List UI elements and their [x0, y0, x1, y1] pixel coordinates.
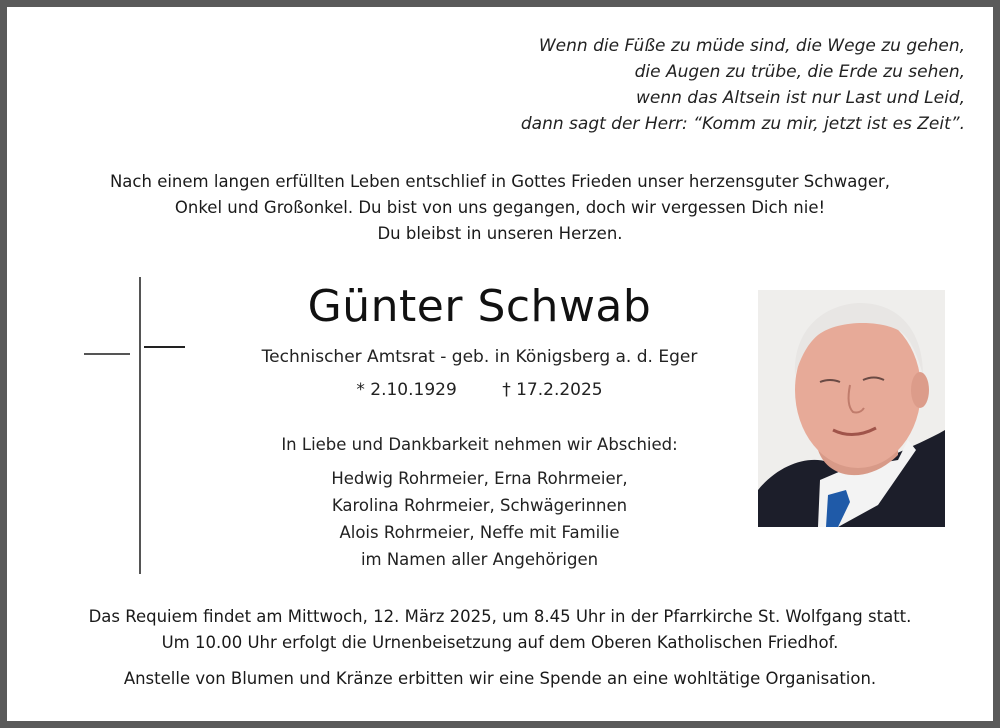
- mourner-line: Karolina Rohrmeier, Schwägerinnen: [331, 496, 628, 515]
- deceased-name: Günter Schwab: [307, 281, 652, 332]
- farewell-heading: In Liebe und Dankbarkeit nehmen wir Abschied:: [281, 435, 678, 454]
- death-date: † 17.2.2025: [502, 380, 603, 400]
- burial-text: Um 10.00 Uhr erfolgt die Urnenbeisetzung auf dem Oberen Katholischen Friedhof.: [161, 633, 839, 652]
- intro-text: [7, 169, 993, 247]
- birth-date: * 2.10.1929: [356, 380, 457, 400]
- deceased-subtitle: Technischer Amtsrat - geb. in Königsberg a. d. Eger: [261, 347, 698, 367]
- mourner-line: Hedwig Rohrmeier, Erna Rohrmeier,: [331, 469, 628, 488]
- requiem-text: Das Requiem findet am Mittwoch, 12. März 2025, um 8.45 Uhr in der Pfarrkirche St. Wolfgang statt.: [88, 607, 912, 626]
- poem-line: wenn das Altsein ist nur Last und Leid,: [635, 88, 965, 108]
- portrait-photo: [758, 290, 945, 527]
- service-info: [7, 604, 993, 692]
- intro-line: Onkel und Großonkel. Du bist von uns gegangen, doch wir vergessen Dich nie!: [174, 198, 826, 217]
- obituary-card: [7, 7, 993, 721]
- portrait-icon: [758, 290, 945, 527]
- poem-line: dann sagt der Herr: “Komm zu mir, jetzt ist es Zeit”.: [520, 114, 965, 134]
- intro-line: Nach einem langen erfüllten Leben entschlief in Gottes Frieden unser herzensguter Schwager,: [109, 172, 891, 191]
- intro-line: Du bleibst in unseren Herzen.: [377, 224, 623, 243]
- mourner-line: im Namen aller Angehörigen: [360, 550, 599, 569]
- donation-text: Anstelle von Blumen und Kränze erbitten wir eine Spende an eine wohltätige Organisation.: [123, 669, 877, 688]
- poem-line: die Augen zu trübe, die Erde zu sehen,: [634, 62, 965, 82]
- mourner-line: Alois Rohrmeier, Neffe mit Familie: [339, 523, 620, 542]
- poem-line: Wenn die Füße zu müde sind, die Wege zu gehen,: [538, 36, 965, 56]
- poem: [521, 33, 965, 137]
